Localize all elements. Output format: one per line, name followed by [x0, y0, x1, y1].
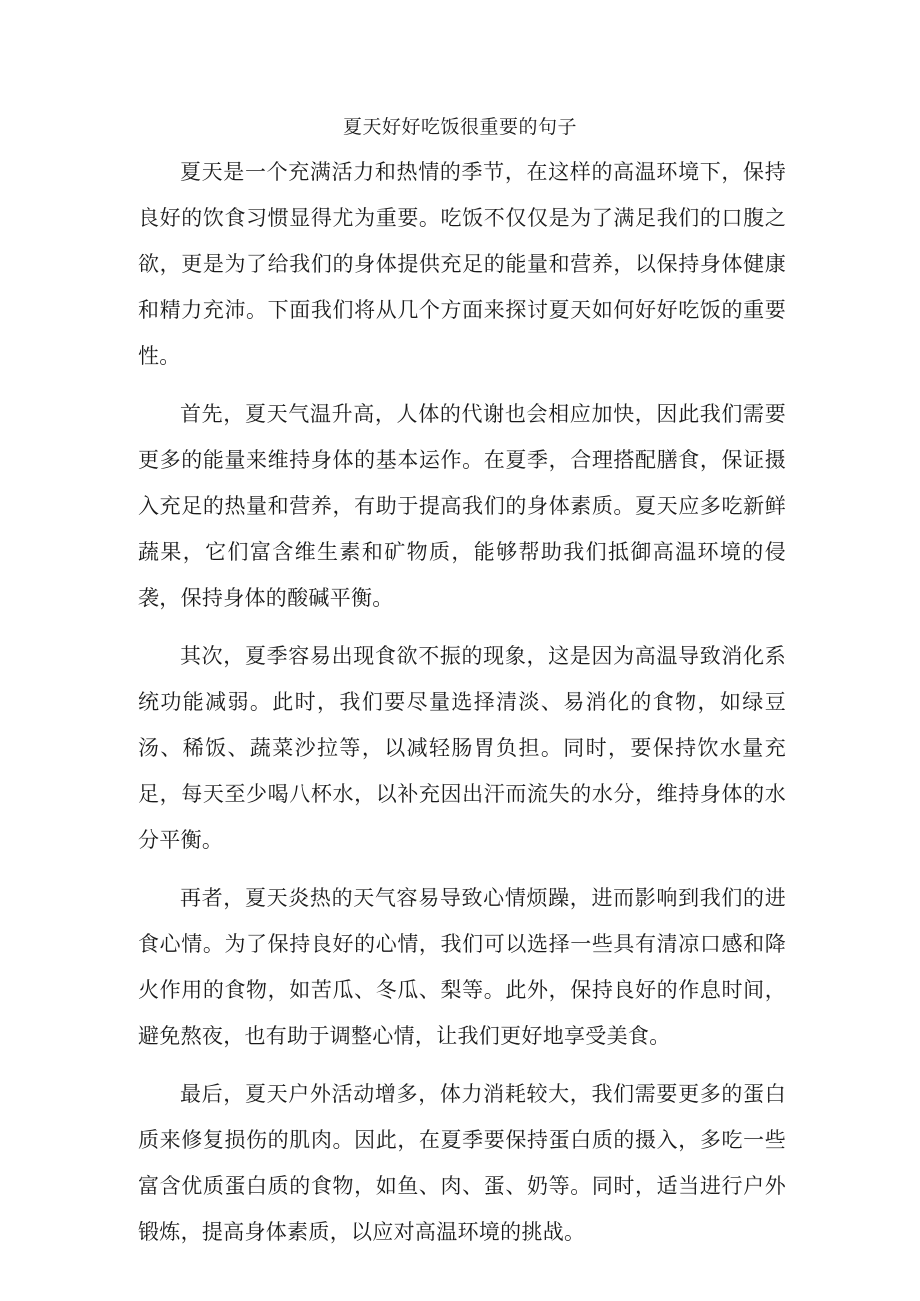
document-title: 夏天好好吃饭很重要的句子 — [342, 116, 577, 138]
paragraph-second: 其次，夏季容易出现食欲不振的现象，这是因为高温导致消化系统功能减弱。此时，我们要尽量选择清淡、易消化的食物，如绿豆汤、稀饭、蔬菜沙拉等，以减轻肠胃负担。同时，要保持饮水量充足，每天至少喝八杯水，以补充因出汗而流失的水分，维持身体的水分平衡。 — [138, 644, 786, 852]
paragraph-intro: 夏天是一个充满活力和热情的季节，在这样的高温环境下，保持良好的饮食习惯显得尤为重要。吃饭不仅仅是为了满足我们的口腹之欲，更是为了给我们的身体提供充足的能量和营养，以保持身体健康和精力充沛。下面我们将从几个方面来探讨夏天如何好好吃饭的重要性。 — [138, 160, 786, 368]
paragraph-first: 首先，夏天气温升高，人体的代谢也会相应加快，因此我们需要更多的能量来维持身体的基本运作。在夏季，合理搭配膳食，保证摄入充足的热量和营养，有助于提高我们的身体素质。夏天应多吃新鲜蔬果，它们富含维生素和矿物质，能够帮助我们抵御高温环境的侵袭，保持身体的酸碱平衡。 — [138, 402, 786, 610]
document-body — [138, 149, 786, 1255]
paragraph-third: 再者，夏天炎热的天气容易导致心情烦躁，进而影响到我们的进食心情。为了保持良好的心情，我们可以选择一些具有清凉口感和降火作用的食物，如苦瓜、冬瓜、梨等。此外，保持良好的作息时间，避免熬夜，也有助于调整心情，让我们更好地享受美食。 — [138, 886, 786, 1048]
paragraph-last: 最后，夏天户外活动增多，体力消耗较大，我们需要更多的蛋白质来修复损伤的肌肉。因此，在夏季要保持蛋白质的摄入，多吃一些富含优质蛋白质的食物，如鱼、肉、蛋、奶等。同时，适当进行户外锻炼，提高身体素质，以应对高温环境的挑战。 — [138, 1082, 786, 1244]
